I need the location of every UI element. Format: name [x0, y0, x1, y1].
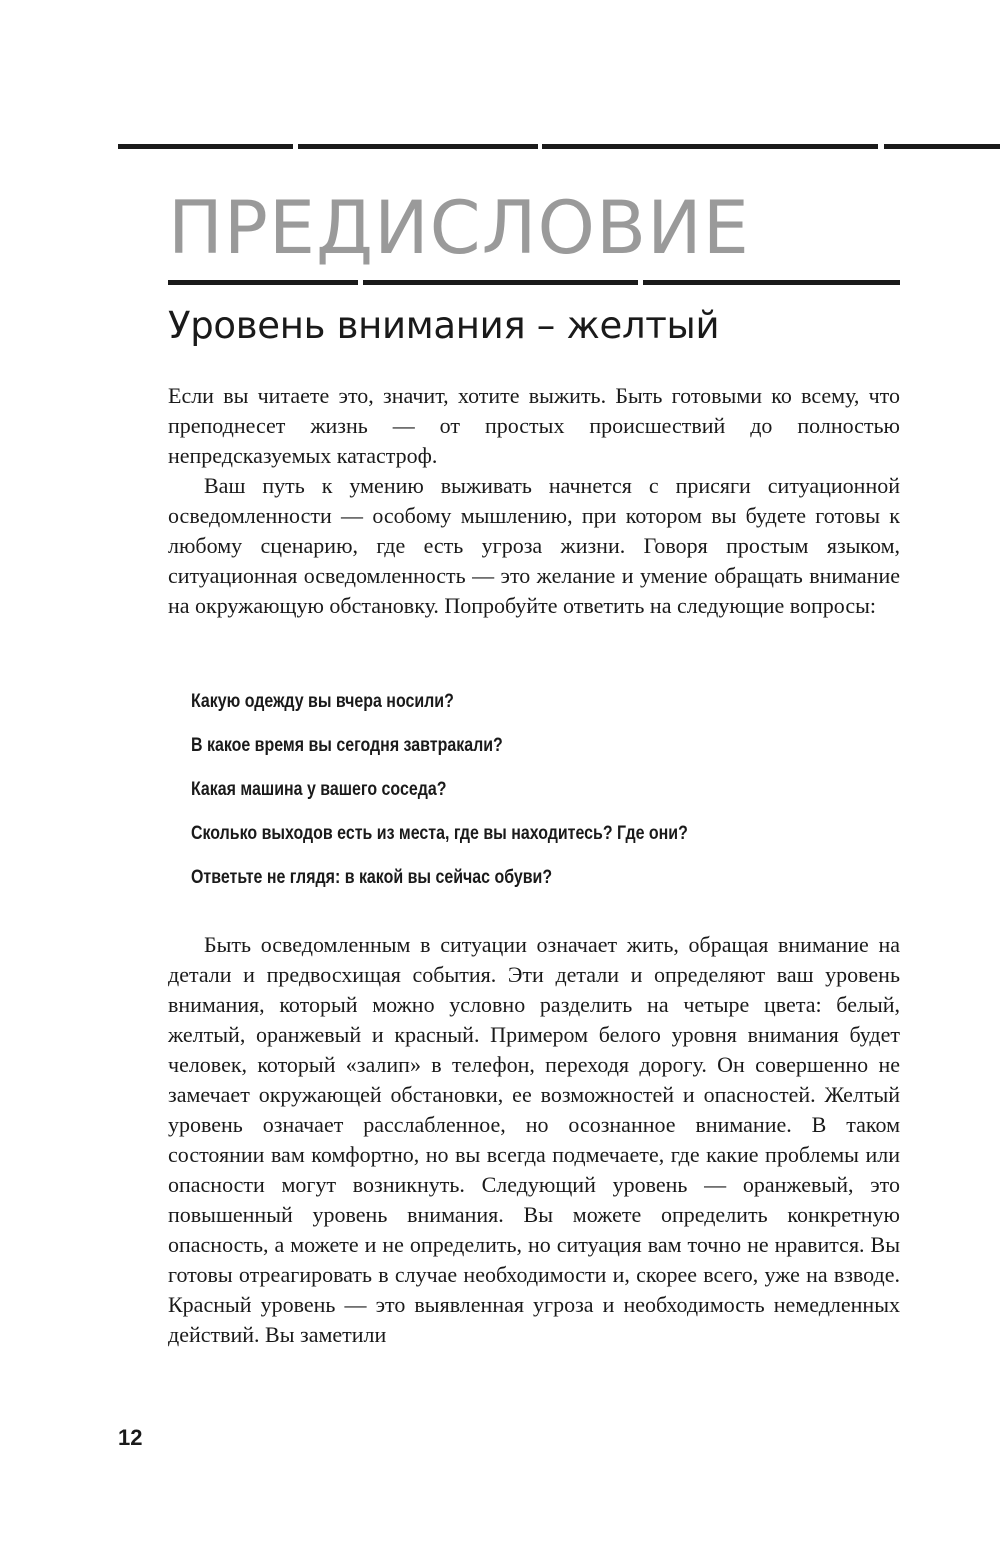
intro-text [168, 381, 900, 621]
title-underline-rule [168, 280, 900, 285]
body-paragraph-3: Быть осведомленным в ситуации означает жить, обращая внимание на детали и предвосхищая события. Эти детали и определяют ваш уровень внимания, который можно условно разделить на четыре цвета: белый, желтый, оранжевый и красный. Примером белого уровня внимания будет человек, который «залип» в телефон, переходя дорогу. Он совершенно не замечает окружающей обстановки, ее возможностей и опасностей. Желтый уровень означает расслабленное, но осознанное внимание. В таком состоянии вам комфортно, но вы всегда подмечаете, где какие проблемы или опасности могут возникнуть. Следующий уровень — оранжевый, это повышенный уровень внимания. Вы можете определить конкретную опасность, а можете и не определить, но ситуация вам точно не нравится. Вы готовы отреагировать в случае необходимости и, скорее всего, уже на взводе. Красный уровень — это выявленная угроза и необходимость немедленных действий. Вы заметили [168, 932, 900, 1347]
chapter-title: ПРЕДИСЛОВИЕ [168, 186, 750, 271]
top-decorative-rule [118, 144, 1000, 149]
intro-paragraph-1: Если вы читаете это, значит, хотите выжить. Быть готовыми ко всему, что преподнесет жизнь — от простых происшествий до полностью непредсказуемых катастроф. [168, 383, 900, 468]
body-text [168, 930, 900, 1350]
question-item: Какую одежду вы вчера носили? [191, 691, 454, 712]
question-item: Сколько выходов есть из места, где вы находитесь? Где они? [191, 823, 688, 844]
intro-paragraph-2: Ваш путь к умению выживать начнется с присяги ситуационной осведомленности — особому мышлению, при котором вы будете готовы к любому сценарию, где есть угроза жизни. Говоря простым языком, ситуационная осведомленность — это желание и умение обращать внимание на окружающую обстановку. Попробуйте ответить на следующие вопросы: [168, 473, 900, 618]
question-item: Ответьте не глядя: в какой вы сейчас обуви? [191, 867, 553, 888]
question-item: В какое время вы сегодня завтракали? [191, 735, 503, 756]
page-number: 12 [118, 1425, 143, 1450]
section-title: Уровень внимания – желтый [168, 304, 720, 347]
question-list [191, 688, 688, 908]
question-item: Какая машина у вашего соседа? [191, 779, 447, 800]
